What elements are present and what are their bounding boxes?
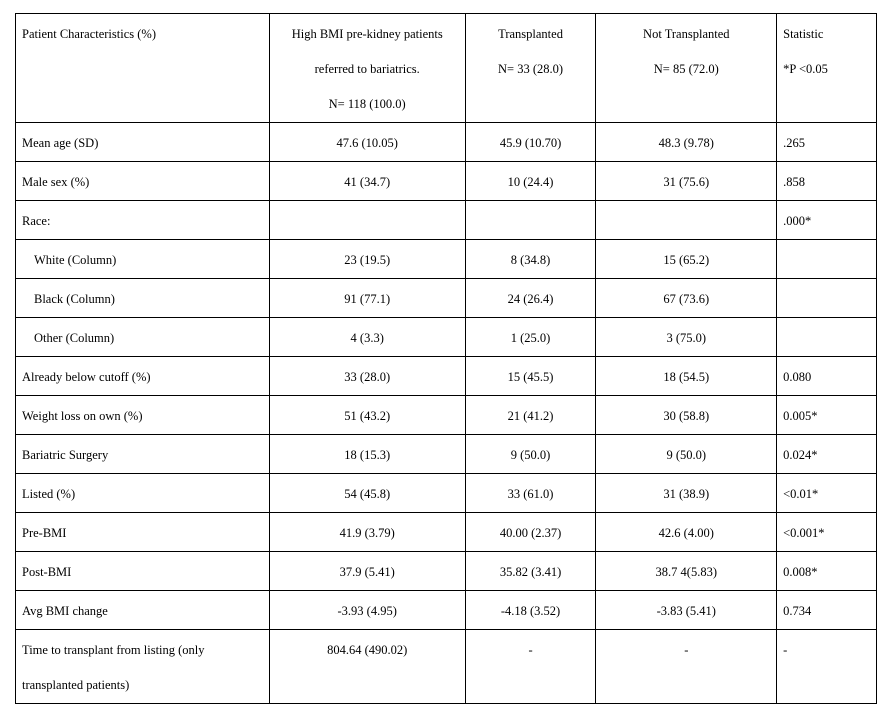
cell-all-patients: 18 (15.3) — [269, 435, 465, 474]
cell-transplanted: 33 (61.0) — [465, 474, 596, 513]
cell-transplanted: 40.00 (2.37) — [465, 513, 596, 552]
cell-not-transplanted: 30 (58.8) — [596, 396, 777, 435]
header-notx-line1: Not Transplanted — [643, 27, 730, 41]
table-container — [15, 13, 877, 704]
row-label: Bariatric Surgery — [16, 435, 270, 474]
cell-not-transplanted: 48.3 (9.78) — [596, 123, 777, 162]
header-characteristics-text: Patient Characteristics (%) — [22, 27, 156, 41]
cell-all-patients: 54 (45.8) — [269, 474, 465, 513]
cell-transplanted: 45.9 (10.70) — [465, 123, 596, 162]
cell-not-transplanted: 18 (54.5) — [596, 357, 777, 396]
cell-transplanted: 1 (25.0) — [465, 318, 596, 357]
header-stat-line2: *P <0.05 — [783, 62, 828, 76]
cell-all-patients: 33 (28.0) — [269, 357, 465, 396]
row-label: Male sex (%) — [16, 162, 270, 201]
cell-all-patients: 4 (3.3) — [269, 318, 465, 357]
header-stat-line1: Statistic — [783, 27, 824, 41]
cell-transplanted: 15 (45.5) — [465, 357, 596, 396]
cell-transplanted: -4.18 (3.52) — [465, 591, 596, 630]
header-all-patients — [269, 14, 465, 123]
cell-statistic: 0.005* — [777, 396, 877, 435]
cell-not-transplanted: 67 (73.6) — [596, 279, 777, 318]
cell-statistic: .265 — [777, 123, 877, 162]
row-label: Race: — [16, 201, 270, 240]
row-label: Post-BMI — [16, 552, 270, 591]
cell-statistic: 0.080 — [777, 357, 877, 396]
row-label-line: transplanted patients) — [22, 678, 130, 692]
header-all-line3: N= 118 (100.0) — [328, 97, 406, 111]
row-label — [16, 630, 270, 704]
cell-statistic: 0.008* — [777, 552, 877, 591]
table-row — [16, 552, 877, 591]
row-label-line: Time to transplant from listing (only — [22, 643, 205, 657]
header-statistic — [777, 14, 877, 123]
row-label: Other (Column) — [16, 318, 270, 357]
cell-statistic: <0.001* — [777, 513, 877, 552]
row-label: Listed (%) — [16, 474, 270, 513]
cell-not-transplanted: 38.7 4(5.83) — [596, 552, 777, 591]
table-row — [16, 201, 877, 240]
cell-transplanted: 10 (24.4) — [465, 162, 596, 201]
patient-characteristics-table — [15, 13, 877, 704]
table-row — [16, 513, 877, 552]
table-row — [16, 357, 877, 396]
row-label: White (Column) — [16, 240, 270, 279]
cell-not-transplanted — [596, 201, 777, 240]
row-label: Black (Column) — [16, 279, 270, 318]
table-row — [16, 474, 877, 513]
cell-not-transplanted: 42.6 (4.00) — [596, 513, 777, 552]
cell-transplanted — [465, 201, 596, 240]
cell-statistic: <0.01* — [777, 474, 877, 513]
table-row — [16, 435, 877, 474]
header-transplanted — [465, 14, 596, 123]
row-label: Avg BMI change — [16, 591, 270, 630]
header-all-line1: High BMI pre-kidney patients — [291, 27, 443, 41]
cell-statistic: 0.024* — [777, 435, 877, 474]
cell-all-patients: 51 (43.2) — [269, 396, 465, 435]
row-label: Already below cutoff (%) — [16, 357, 270, 396]
cell-all-patients: 804.64 (490.02) — [269, 630, 465, 704]
cell-all-patients: -3.93 (4.95) — [269, 591, 465, 630]
table-row — [16, 240, 877, 279]
header-tx-line2: N= 33 (28.0) — [498, 62, 564, 76]
cell-statistic — [777, 240, 877, 279]
cell-transplanted: 8 (34.8) — [465, 240, 596, 279]
table-row — [16, 162, 877, 201]
cell-all-patients — [269, 201, 465, 240]
cell-statistic — [777, 279, 877, 318]
row-label: Pre-BMI — [16, 513, 270, 552]
cell-all-patients: 41 (34.7) — [269, 162, 465, 201]
cell-not-transplanted: 9 (50.0) — [596, 435, 777, 474]
cell-transplanted: 9 (50.0) — [465, 435, 596, 474]
table-row — [16, 123, 877, 162]
header-not-transplanted — [596, 14, 777, 123]
cell-not-transplanted: 15 (65.2) — [596, 240, 777, 279]
cell-not-transplanted: -3.83 (5.41) — [596, 591, 777, 630]
row-label: Weight loss on own (%) — [16, 396, 270, 435]
cell-not-transplanted: 3 (75.0) — [596, 318, 777, 357]
header-row — [16, 14, 877, 123]
cell-all-patients: 91 (77.1) — [269, 279, 465, 318]
cell-statistic — [777, 318, 877, 357]
table-row — [16, 318, 877, 357]
cell-not-transplanted: 31 (38.9) — [596, 474, 777, 513]
cell-statistic: 0.734 — [777, 591, 877, 630]
cell-not-transplanted: 31 (75.6) — [596, 162, 777, 201]
cell-transplanted: 35.82 (3.41) — [465, 552, 596, 591]
header-all-line2: referred to bariatrics. — [314, 62, 420, 76]
table-row — [16, 396, 877, 435]
table-row — [16, 591, 877, 630]
cell-transplanted: 21 (41.2) — [465, 396, 596, 435]
cell-statistic: .000* — [777, 201, 877, 240]
table-row-time-to-transplant — [16, 630, 877, 704]
cell-transplanted: - — [465, 630, 596, 704]
cell-all-patients: 47.6 (10.05) — [269, 123, 465, 162]
cell-transplanted: 24 (26.4) — [465, 279, 596, 318]
header-characteristics — [16, 14, 270, 123]
header-tx-line1: Transplanted — [498, 27, 563, 41]
cell-statistic: .858 — [777, 162, 877, 201]
cell-all-patients: 23 (19.5) — [269, 240, 465, 279]
cell-all-patients: 37.9 (5.41) — [269, 552, 465, 591]
cell-not-transplanted: - — [596, 630, 777, 704]
table-row — [16, 279, 877, 318]
cell-all-patients: 41.9 (3.79) — [269, 513, 465, 552]
row-label: Mean age (SD) — [16, 123, 270, 162]
header-notx-line2: N= 85 (72.0) — [653, 62, 719, 76]
cell-statistic: - — [777, 630, 877, 704]
